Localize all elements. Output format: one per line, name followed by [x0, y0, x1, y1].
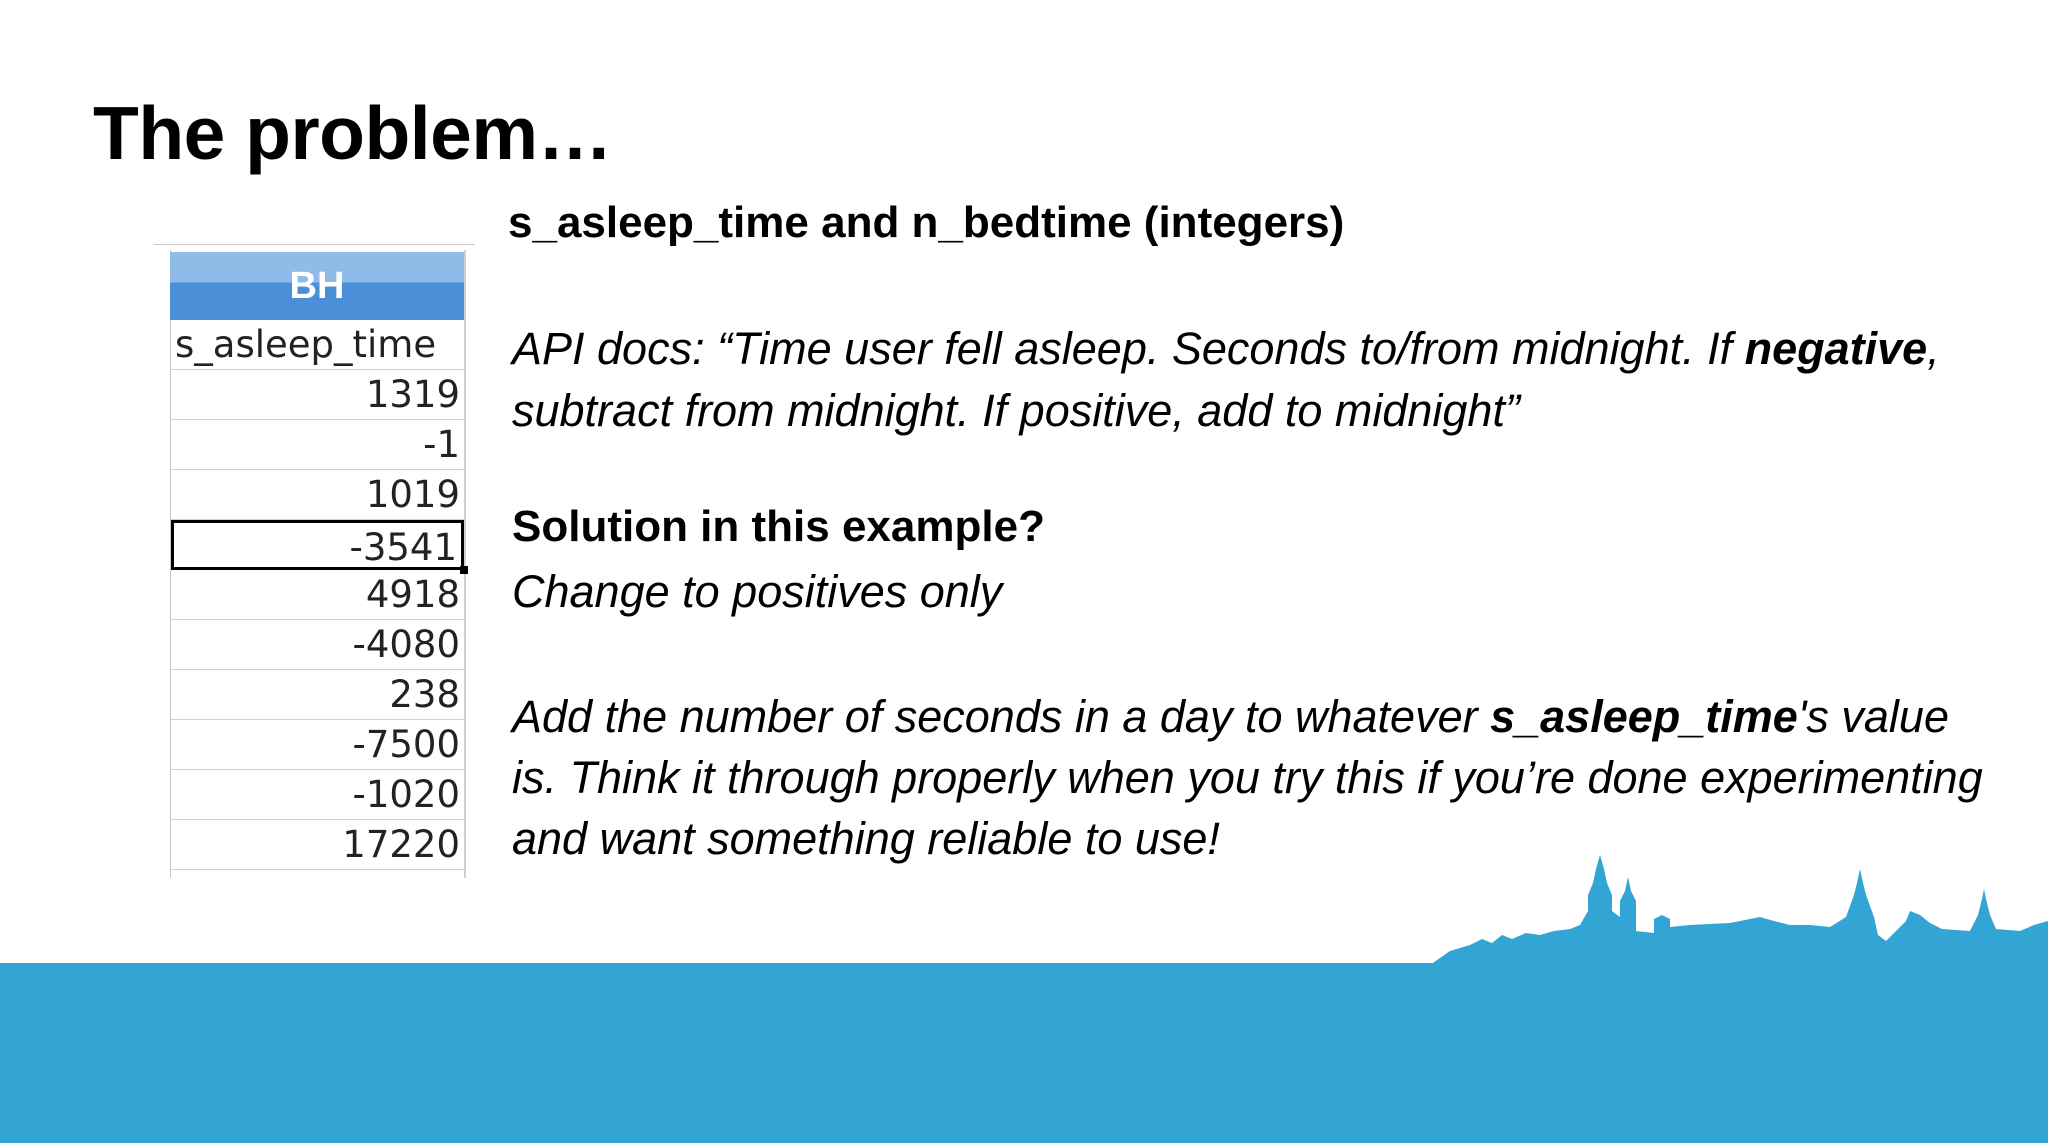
selected-table-cell[interactable]: -3541 [171, 520, 464, 570]
city-skyline-icon [1430, 855, 2048, 967]
slide-title: The problem… [93, 91, 613, 175]
table-cell[interactable]: 238 [171, 670, 464, 720]
api-docs-text-end: , subtract from midnight. If positive, add to midnight” [512, 323, 1940, 436]
table-cell[interactable]: 4918 [171, 570, 464, 620]
instruction-text-end: 's value is. Think it through properly when you try this if you’re done experimenting and want something reliable to use! [512, 691, 1983, 864]
solution-text: Change to positives only [512, 566, 1003, 617]
instruction-paragraph [512, 686, 1992, 869]
instruction-text: Add the number of seconds in a day to whatever [512, 691, 1491, 742]
spreadsheet-crop [150, 240, 480, 888]
table-cell[interactable]: -1 [171, 420, 464, 470]
sheet-top-border [154, 244, 475, 245]
column-name-cell[interactable]: s_asleep_time [171, 320, 464, 370]
instruction-emphasis: s_asleep_time [1490, 691, 1798, 742]
table-cell[interactable]: -7500 [171, 720, 464, 770]
footer-banner [0, 963, 2048, 1143]
column-divider [464, 250, 466, 878]
table-cell[interactable]: -4080 [171, 620, 464, 670]
api-docs-emphasis: negative [1744, 323, 1928, 374]
table-cell[interactable]: 1319 [171, 370, 464, 420]
api-docs-text: API docs: “Time user fell asleep. Seconds to/from midnight. If [512, 323, 1745, 374]
table-cell[interactable]: 17220 [171, 820, 464, 870]
column-header-bh[interactable]: BH [170, 252, 464, 320]
section-heading: s_asleep_time and n_bedtime (integers) [508, 198, 1345, 247]
solution-heading: Solution in this example? [512, 502, 1045, 551]
table-cell[interactable]: 1019 [171, 470, 464, 520]
api-docs-paragraph [512, 318, 2012, 442]
table-cell[interactable]: -1020 [171, 770, 464, 820]
